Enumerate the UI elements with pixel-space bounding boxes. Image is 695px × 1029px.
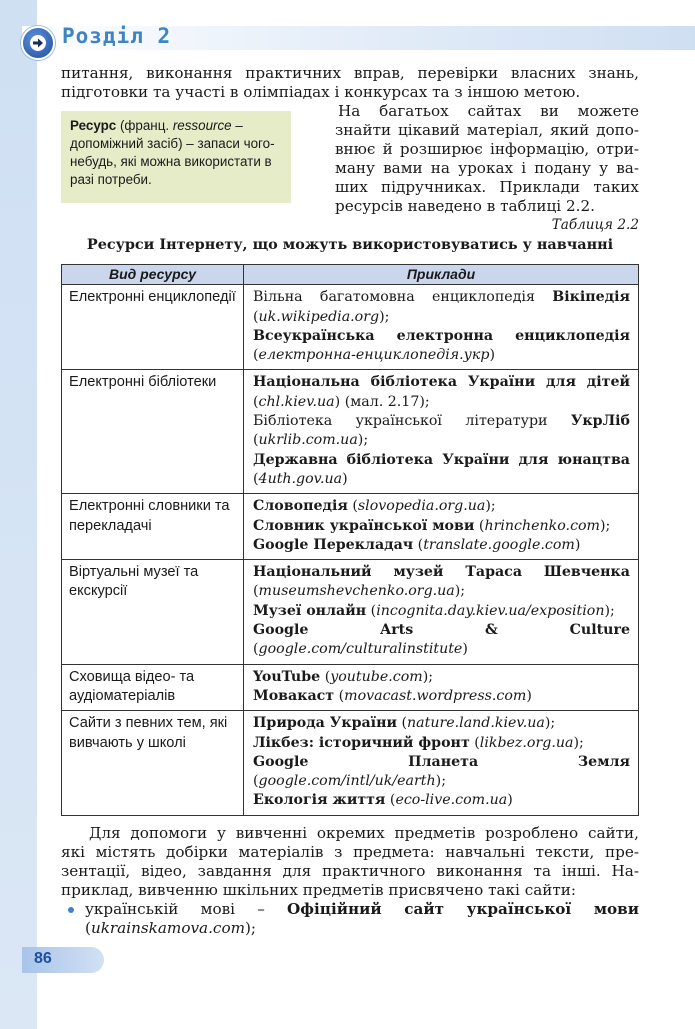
bullet-open: ( (85, 919, 91, 937)
example-url: incognita.day.kiev.ua/exposition (376, 602, 605, 619)
side-paragraph (335, 102, 639, 216)
example-paren: ( (253, 470, 259, 487)
table-row (62, 664, 639, 711)
resource-example (253, 621, 630, 660)
example-name: Природа України (253, 715, 397, 732)
header-examples: Приклади (244, 265, 639, 285)
table-row (62, 711, 639, 815)
example-url: eco-live.com.ua (395, 792, 508, 809)
resource-example (253, 517, 630, 536)
example-url: nature.land.kiev.ua (407, 715, 545, 732)
callout-text: (франц. (116, 118, 173, 133)
example-paren: ( (413, 536, 424, 553)
example-paren: ( (469, 734, 480, 751)
example-name: Національна бібліотека України для дітей (253, 374, 630, 391)
example-url: ukrlib.com.ua (258, 432, 358, 449)
definition-callout (61, 111, 291, 203)
table-row (62, 370, 639, 494)
arrow-right-icon (21, 26, 55, 60)
example-paren: ( (347, 498, 358, 515)
example-paren: ( (253, 641, 259, 658)
example-paren: ( (253, 583, 259, 600)
table-row (62, 285, 639, 370)
closing-line: які містять добірки матеріалів з предмета: навчальні тексти, пре- (61, 843, 639, 861)
example-url: slovopedia.org.ua (357, 498, 486, 515)
example-text: Вільна багатомовна енциклопедія (253, 289, 553, 306)
example-name: Державна бібліотека України для юнацтва (253, 451, 630, 468)
example-url: електронна-енциклопедія.укр (258, 347, 490, 364)
example-name: YouTube (253, 668, 321, 685)
example-suffix: ); (454, 583, 466, 600)
intro-line: підготовки та участі в олімпіадах і конкурсах та з іншою метою. (61, 83, 581, 101)
example-paren: ( (385, 792, 396, 809)
subject-bullet (68, 900, 639, 938)
resource-example (253, 668, 630, 687)
resource-type-cell: Сховища відео- та аудіоматеріалів (62, 664, 244, 711)
example-suffix: ); (357, 432, 369, 449)
table-label: Таблиця 2.2 (551, 217, 639, 233)
example-name: Всеукраїнська електронна енциклопедія (253, 327, 630, 344)
resource-examples-cell (244, 560, 639, 664)
bullet-dot-icon (68, 907, 74, 913)
example-suffix: ) (574, 536, 581, 553)
resource-example (253, 734, 630, 753)
table-row (62, 494, 639, 560)
example-suffix: ); (435, 773, 446, 790)
example-url: google.com/intl/uk/earth (258, 773, 436, 790)
bullet-site: Офіційний сайт української мови (287, 900, 639, 918)
resource-example (253, 536, 630, 555)
resource-examples-cell (244, 285, 639, 370)
table-title: Ресурси Інтернету, що можуть використовуватись у навчанні (86, 236, 614, 253)
example-paren: ( (366, 602, 377, 619)
intro-paragraph (61, 64, 639, 102)
example-suffix: ) (462, 641, 468, 658)
example-paren: ( (320, 668, 331, 685)
example-name: Музеї онлайн (253, 602, 367, 619)
example-paren: ( (474, 517, 485, 534)
example-url: likbez.org.ua (479, 734, 574, 751)
resource-examples-cell (244, 370, 639, 494)
example-name: Мовакаст (253, 687, 335, 704)
example-url: hrinchenko.com (484, 517, 601, 534)
intro-line: питання, виконання практичних вправ, перевірки власних знань, (61, 64, 639, 82)
resource-examples-cell (244, 494, 639, 560)
example-text: Бібліотека української літератури (253, 413, 571, 430)
example-url: youtube.com (330, 668, 423, 685)
example-paren: ( (253, 347, 259, 364)
example-suffix: ); (485, 498, 496, 515)
example-suffix: ) (507, 792, 513, 809)
example-name: Google Arts & Culture (253, 622, 630, 639)
resource-example (253, 563, 630, 602)
example-paren: ( (334, 687, 345, 704)
example-suffix: ); (379, 308, 390, 325)
side-line: ших підручниках. Приклади таких (335, 178, 639, 196)
section-title: Розділ 2 (62, 24, 172, 48)
left-margin-strip (0, 0, 37, 1029)
example-paren: ( (253, 432, 259, 449)
example-suffix: ); (544, 715, 556, 732)
bullet-url: ukrainskamova.com (90, 919, 245, 937)
side-line: знайти цікавий матеріал, який допо- (335, 121, 639, 139)
resource-example (253, 412, 630, 451)
closing-paragraph (61, 824, 639, 900)
table-header-row (62, 265, 639, 285)
side-line: На багатьох сайтах ви можете (338, 102, 639, 120)
resource-type-cell: Віртуальні музеї та екскурсії (62, 560, 244, 664)
resource-examples-cell (244, 664, 639, 711)
example-url: translate.google.com (423, 536, 575, 553)
example-suffix: ); (600, 517, 611, 534)
closing-line: зентації, відео, завдання для практичного виконання та інші. На- (61, 862, 639, 880)
example-paren: ( (396, 715, 408, 732)
example-url: google.com/culturalinstitute (258, 641, 463, 658)
example-suffix: ) (342, 470, 348, 487)
example-suffix: ) (489, 347, 495, 364)
example-url: museumshevchenko.org.ua (258, 583, 455, 600)
example-url: movacast.wordpress.com (344, 687, 527, 704)
resource-examples-cell (244, 711, 639, 815)
resource-example (253, 714, 630, 733)
bullet-text (85, 900, 639, 938)
resource-example (253, 602, 630, 621)
bullet-subject: українській мові – (85, 900, 288, 918)
page-number: 86 (34, 950, 52, 967)
side-line: ресурсів наведено в таблиці 2.2. (335, 197, 595, 215)
resources-table (61, 264, 639, 816)
example-suffix: ); (573, 734, 584, 751)
example-paren: ( (253, 393, 259, 410)
callout-foreign-word: ressource (172, 118, 232, 133)
example-paren: ( (253, 308, 259, 325)
table-row (62, 560, 639, 664)
example-name: Google Перекладач (253, 536, 414, 553)
resource-example (253, 327, 630, 366)
resource-type-cell: Електронні енциклопедії (62, 285, 244, 370)
resource-type-cell: Сайти з певних тем, які вивчають у школі (62, 711, 244, 815)
example-suffix: ) (мал. 2.17); (334, 393, 430, 410)
resource-type-cell: Електронні словники та перекладачі (62, 494, 244, 560)
example-name: УкрЛіб (570, 413, 630, 430)
resource-example (253, 791, 630, 810)
resource-example (253, 497, 630, 516)
bullet-close: ); (245, 919, 257, 937)
example-name: Лікбез: історичний фронт (253, 734, 470, 751)
example-paren: ( (253, 773, 259, 790)
header-type: Вид ресурсу (62, 265, 244, 285)
example-name: Google Планета Земля (253, 753, 630, 770)
callout-definition: – допоміжний засіб) – запаси чого-небудь, які можна використати в разі потреби. (70, 118, 275, 187)
example-url: 4uth.gov.ua (258, 470, 343, 487)
side-line: ману вами на уроках і подану у ва- (335, 159, 639, 177)
example-suffix: ) (526, 687, 532, 704)
example-name: Вікіпедія (552, 289, 630, 306)
resource-example (253, 687, 630, 706)
resource-example (253, 451, 630, 490)
example-name: Словник української мови (253, 517, 475, 534)
example-url: chl.kiev.ua (258, 393, 335, 410)
side-line: внює й розширює інформацію, отри- (335, 140, 639, 158)
callout-term: Ресурс (70, 118, 117, 133)
example-name: Екологія життя (253, 792, 386, 809)
closing-line: приклад, вивченню шкільних предметів присвячено такі сайти: (61, 881, 577, 899)
resource-example (253, 288, 630, 327)
resource-example (253, 373, 630, 412)
example-name: Словопедія (253, 498, 348, 515)
example-suffix: ); (422, 668, 434, 685)
example-url: uk.wikipedia.org (258, 308, 380, 325)
resource-example (253, 753, 630, 792)
example-name: Національний музей Тараса Шевченка (253, 564, 630, 581)
resource-type-cell: Електронні бібліотеки (62, 370, 244, 494)
closing-line: Для допомоги у вивченні окремих предметів розроблено сайти, (89, 824, 639, 842)
example-suffix: ); (604, 602, 615, 619)
